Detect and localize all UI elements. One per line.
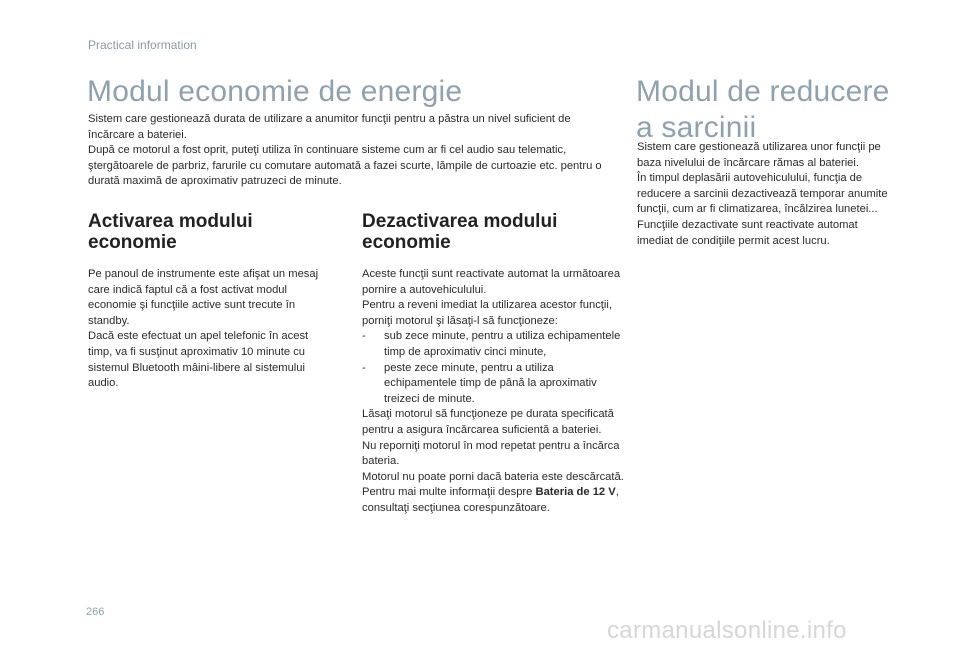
- reference-suffix: , consultaţi secţiunea corespunzătoare.: [362, 486, 619, 514]
- deactivation-heading: Dezactivarea modului economie: [362, 211, 558, 253]
- load-reduction-paragraph-1: Sistem care gestionează utilizarea unor funcţii pe baza nivelului de încărcare rămas al bateriei.: [637, 141, 881, 169]
- deactivation-paragraph-5: Motorul nu poate porni dacă bateria este descărcată.: [362, 470, 624, 483]
- page-title: Modul economie de energie: [87, 75, 463, 108]
- activation-paragraph-2: Dacă este efectuat un apel telefonic în acest timp, va fi susţinut aproximativ 10 minute cu sistemul Bluetooth mâini-libere al sistemului audio.: [88, 330, 309, 390]
- load-reduction-title-line1: Modul de reducere: [636, 75, 890, 108]
- intro-paragraph-2: După ce motorul a fost oprit, puteţi utiliza în continuare sisteme cum ar fi cel audio sau telematic, ştergătoarele de parbriz, farurile cu comutare automată a fazei scurte, lămpile de curtoazie etc. pentru o durată maximă de aproximativ patruzeci de minute.: [88, 144, 602, 188]
- intro-text: [88, 112, 616, 190]
- load-reduction-title-line2: a sarcinii: [636, 111, 757, 144]
- intro-paragraph-1: Sistem care gestionează durata de utilizare a anumitor funcţii pentru a păstra un nivel suficient de încărcare a bateriei.: [88, 113, 571, 141]
- battery-reference: Bateria de 12 V: [535, 486, 616, 499]
- deactivation-paragraph-1: Aceste funcţii sunt reactivate automat la următoarea pornire a autovehiculului.: [362, 268, 621, 296]
- list-marker: -: [362, 361, 366, 374]
- activation-heading: Activarea modului economie: [88, 211, 253, 253]
- page-number: 266: [86, 606, 105, 618]
- deactivation-paragraph-2: Pentru a reveni imediat la utilizarea acestor funcţii, porniţi motorul şi lăsaţi-l să funcţioneze:: [362, 299, 612, 327]
- activation-section: [88, 211, 333, 392]
- reference-prefix: Pentru mai multe informaţii despre: [362, 486, 536, 499]
- activation-paragraph-1: Pe panoul de instrumente este afişat un mesaj care indică faptul că a fost activat modul economie şi funcţiile active sunt trecute în standby.: [88, 268, 319, 327]
- watermark: carmanualsonline.info: [607, 617, 847, 644]
- list-item-text: peste zece minute, pentru a utiliza echipamentele timp de până la aproximativ treizeci de minute.: [384, 361, 597, 405]
- list-item-text: sub zece minute, pentru a utiliza echipamentele timp de aproximativ cinci minute,: [384, 330, 621, 358]
- duration-list: [362, 329, 624, 407]
- deactivation-paragraph-4: Nu reporniţi motorul în mod repetat pentru a încărca bateria.: [362, 439, 620, 468]
- list-item: [362, 329, 624, 360]
- deactivation-section: [362, 211, 624, 517]
- load-reduction-paragraph-2: În timpul deplasării autovehiculului, funcţia de reducere a sarcinii dezactivează temporar anumite funcţii, cum ar fi climatizarea, încălzirea lunetei...: [637, 172, 888, 216]
- deactivation-paragraph-3: Lăsaţi motorul să funcţioneze pe durata specificată pentru a asigura încărcarea suficientă a bateriei.: [362, 408, 614, 436]
- reference-paragraph: [362, 485, 624, 516]
- list-item: [362, 361, 624, 408]
- load-reduction-text: [637, 140, 889, 249]
- section-header: Practical information: [88, 38, 197, 52]
- load-reduction-paragraph-3: Funcţiile dezactivate sunt reactivate automat imediat de condiţiile permit acest lucru.: [637, 218, 858, 247]
- list-marker: -: [362, 330, 366, 343]
